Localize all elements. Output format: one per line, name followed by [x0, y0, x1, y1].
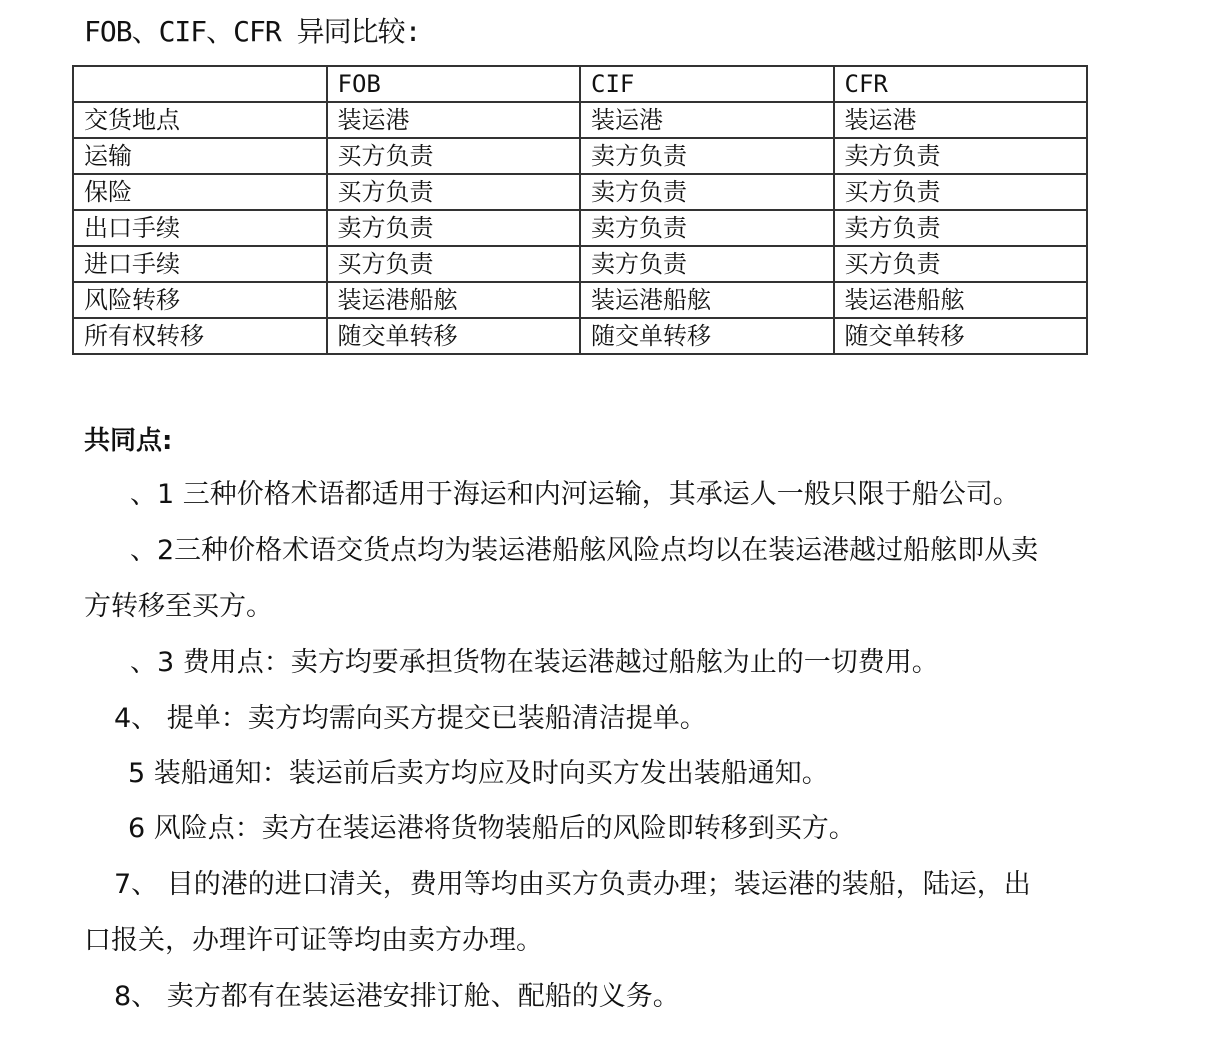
table-cell: 装运港	[580, 102, 834, 138]
comparison-table	[72, 65, 1088, 355]
table-cell: 卖方负责	[580, 246, 834, 282]
table-cell: 卖方负责	[580, 174, 834, 210]
table-row	[73, 102, 1087, 138]
document-title: FOB、CIF、CFR 异同比较:	[84, 15, 421, 48]
common-point-line: 、3 费用点：卖方均要承担货物在装运港越过船舷为止的一切费用。	[130, 647, 939, 678]
table-header-cell	[73, 66, 327, 102]
table-cell: 买方负责	[327, 246, 581, 282]
common-point-line: 6 风险点：卖方在装运港将货物装船后的风险即转移到买方。	[128, 813, 856, 844]
table-header-row	[73, 66, 1087, 102]
table-cell: 风险转移	[73, 282, 327, 318]
table-cell: 买方负责	[327, 174, 581, 210]
table-row	[73, 138, 1087, 174]
table-cell: 卖方负责	[327, 210, 581, 246]
common-point-line: 、2三种价格术语交货点均为装运港船舷风险点均以在装运港越过船舷即从卖	[130, 535, 1039, 566]
table-cell: 出口手续	[73, 210, 327, 246]
common-point-line: 口报关，办理许可证等均由卖方办理。	[84, 925, 543, 956]
table-header-cell: CFR	[834, 66, 1088, 102]
table-cell: 装运港船舷	[327, 282, 581, 318]
table-cell: 买方负责	[834, 246, 1088, 282]
table-row	[73, 282, 1087, 318]
table-cell: 卖方负责	[580, 138, 834, 174]
table-row	[73, 246, 1087, 282]
table-cell: 所有权转移	[73, 318, 327, 354]
common-point-line: 方转移至买方。	[84, 591, 273, 622]
table-cell: 随交单转移	[834, 318, 1088, 354]
table-cell: 随交单转移	[580, 318, 834, 354]
common-point-line: 4、 提单：卖方均需向买方提交已装船清洁提单。	[114, 703, 707, 734]
table-cell: 卖方负责	[580, 210, 834, 246]
common-point-line: 7、 目的港的进口清关，费用等均由买方负责办理；装运港的装船，陆运，出	[114, 869, 1031, 900]
table-row	[73, 318, 1087, 354]
table-cell: 随交单转移	[327, 318, 581, 354]
table-cell: 保险	[73, 174, 327, 210]
table-cell: 买方负责	[327, 138, 581, 174]
table-cell: 运输	[73, 138, 327, 174]
table-cell: 装运港	[834, 102, 1088, 138]
table-cell: 买方负责	[834, 174, 1088, 210]
table-header-cell: CIF	[580, 66, 834, 102]
table-header-cell: FOB	[327, 66, 581, 102]
table-cell: 装运港船舷	[580, 282, 834, 318]
table-row	[73, 210, 1087, 246]
table-row	[73, 174, 1087, 210]
table-cell: 交货地点	[73, 102, 327, 138]
common-points-heading: 共同点:	[84, 426, 173, 456]
common-point-line: 8、 卖方都有在装运港安排订舱、配船的义务。	[114, 981, 680, 1012]
table-cell: 装运港船舷	[834, 282, 1088, 318]
table-cell: 卖方负责	[834, 138, 1088, 174]
common-point-line: 、1 三种价格术语都适用于海运和内河运输，其承运人一般只限于船公司。	[130, 479, 1020, 510]
table-cell: 卖方负责	[834, 210, 1088, 246]
common-point-line: 5 装船通知：装运前后卖方均应及时向买方发出装船通知。	[128, 758, 829, 789]
table-cell: 装运港	[327, 102, 581, 138]
table-cell: 进口手续	[73, 246, 327, 282]
